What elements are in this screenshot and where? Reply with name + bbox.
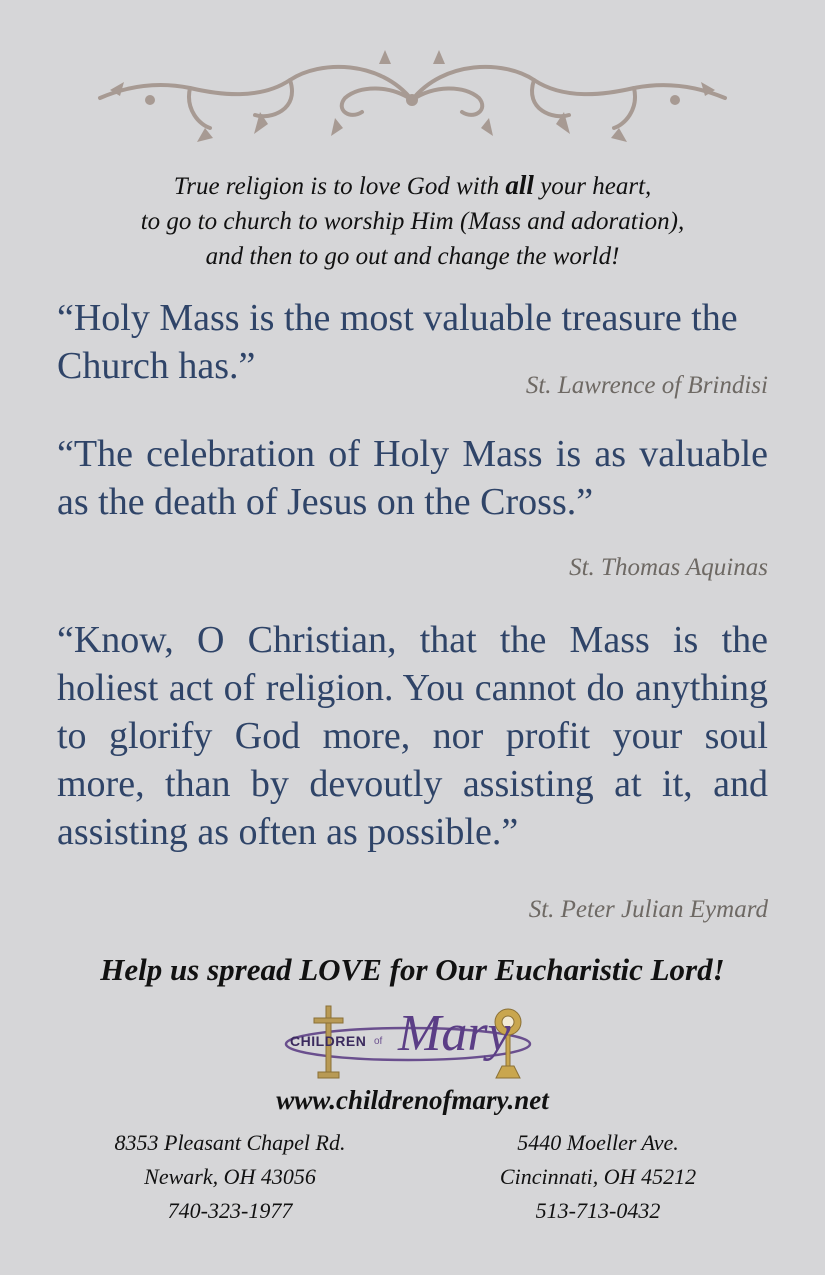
quote-eymard: “Know, O Christian, that the Mass is the holiest act of religion. You cannot do anything to glorify God more, nor profit your soul more, than by devoutly assisting at it, and assisting as often as possible.” [57,619,768,853]
slogan: Help us spread LOVE for Our Eucharistic Lord! [100,952,725,987]
address-street: 5440 Moeller Ave. [517,1130,679,1155]
address-street: 8353 Pleasant Chapel Rd. [114,1130,346,1155]
address-cincinnati [433,1126,763,1228]
children-of-mary-logo [280,1000,545,1080]
emphasis-all: all [505,170,534,200]
address-city: Cincinnati, OH 45212 [499,1164,697,1189]
quote-lawrence: “Holy Mass is the most valuable treasure the Church has.” [57,297,738,387]
quote-author-aquinas: St. Thomas Aquinas [569,554,768,581]
logo-word-children: CHILDREN [290,1033,367,1049]
floral-flourish-ornament [90,40,735,150]
intro-statement [40,168,785,274]
website-link[interactable]: www.childrenofmary.net [276,1085,549,1115]
address-phone: 740-323-1977 [167,1198,293,1223]
intro-line-2: to go to church to worship Him (Mass and adoration), [140,208,685,235]
logo-word-of: of [374,1036,383,1047]
quote-aquinas: “The celebration of Holy Mass is as valuable as the death of Jesus on the Cross.” [57,433,768,523]
address-newark [65,1126,395,1228]
intro-line-1: True religion is to love God with all your heart, [173,170,652,200]
address-city: Newark, OH 43056 [144,1164,316,1189]
intro-line-3: and then to go out and change the world! [205,243,620,270]
address-phone: 513-713-0432 [535,1198,661,1223]
logo-word-mary: Mary [398,1005,511,1062]
quote-author-lawrence: St. Lawrence of Brindisi [525,372,768,399]
quote-author-eymard: St. Peter Julian Eymard [528,896,768,923]
